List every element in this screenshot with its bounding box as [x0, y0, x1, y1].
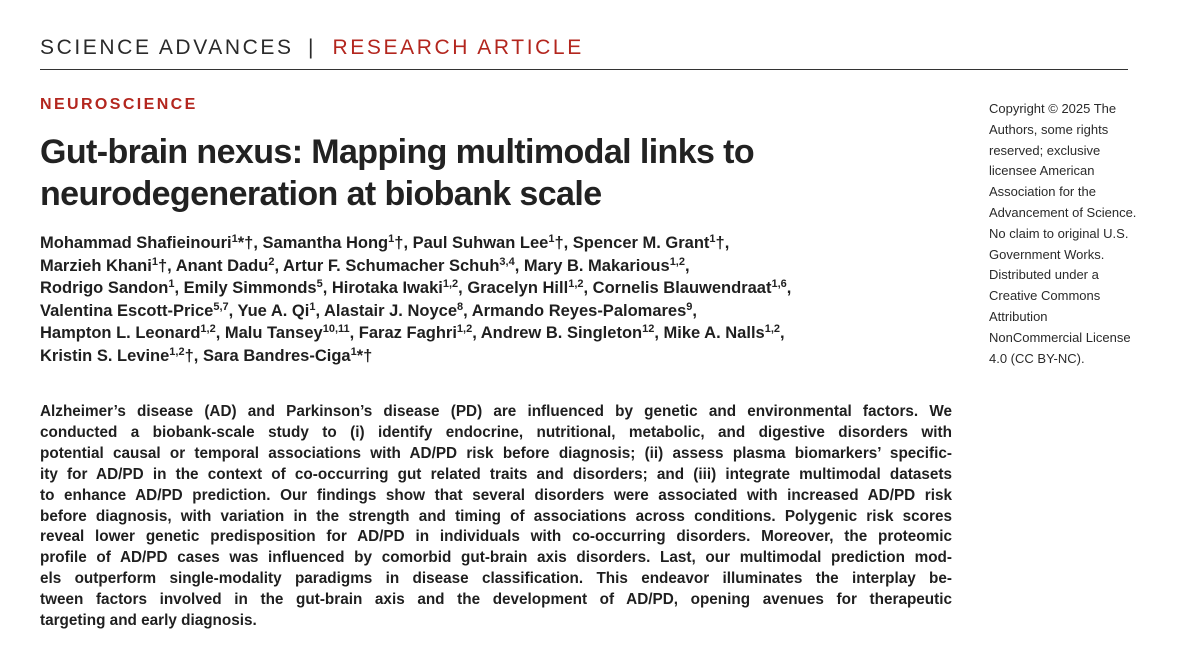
author[interactable]: Hirotaka Iwaki$^{1,2}$ [331, 278, 459, 297]
author[interactable]: Hampton L. Leonard$^{1,2}$ [40, 323, 216, 342]
author-line: Marzieh Khani$^1$†, Anant Dadu$^2$, Artur F. Schumacher Schuh$^{3,4}$, Mary B. Makarious$^{1,2}$, [40, 255, 690, 275]
author[interactable]: Samantha Hong$^1$† [262, 233, 404, 252]
author[interactable]: Yue A. Qi$^1$ [237, 300, 316, 320]
abstract-line: potential causal or temporal associations with AD/PD risk before diagnosis; (ii) assess plasma biomarkers’ specific- [40, 444, 952, 462]
abstract [40, 402, 952, 632]
abstract-line: before diagnosis, with variation in the strength and timing of associations across conditions. Polygenic risk scores [40, 507, 952, 525]
author-line: Kristin S. Levine$^{1,2}$†, Sara Bandres-Ciga$^1$*† [40, 345, 373, 365]
author[interactable]: Sara Bandres-Ciga$^1$*† [202, 345, 373, 365]
author[interactable]: Mohammad Shafieinouri$^1$*† [40, 233, 254, 252]
section-label: NEUROSCIENCE [40, 96, 198, 113]
author[interactable]: Andrew B. Singleton$^{12}$ [480, 323, 655, 342]
author[interactable]: Mary B. Makarious$^{1,2}$ [523, 255, 685, 275]
abstract-line: profile of AD/PD cases was influenced by comorbid gut-brain axis disorders. Last, our multimodal prediction mod- [40, 549, 952, 567]
author-list [40, 232, 950, 367]
author[interactable]: Cornelis Blauwendraat$^{1,6}$ [592, 278, 787, 297]
author[interactable]: Armando Reyes-Palomares$^9$ [471, 300, 693, 320]
author[interactable]: Valentina Escott-Price$^{5,7}$ [40, 300, 229, 320]
author[interactable]: Gracelyn Hill$^{1,2}$ [467, 278, 584, 297]
author[interactable]: Rodrigo Sandon$^1$ [40, 278, 175, 297]
author[interactable]: Malu Tansey$^{10,11}$ [224, 323, 350, 342]
abstract-line: ity for AD/PD in the context of co-occurring gut related traits and disorders; and (iii) integrate multimodal datasets [40, 465, 952, 483]
author-line: Hampton L. Leonard$^{1,2}$, Malu Tansey$^{10,11}$, Faraz Faghri$^{1,2}$, Andrew B. Singleton$^{12}$, Mike A. Nalls$^{1,2}$, [40, 323, 785, 342]
article-title: Gut-brain nexus: Mapping multimodal links to neurodegeneration at biobank scale [40, 133, 755, 213]
abstract-line: tween factors involved in the gut-brain axis and the development of AD/PD, opening avenues for therapeutic [40, 591, 952, 609]
author-line: Valentina Escott-Price$^{5,7}$, Yue A. Qi$^1$, Alastair J. Noyce$^8$, Armando Reyes-Palomares$^9$, [40, 300, 697, 320]
copyright-notice: Copyright © 2025 The Authors, some rights reserved; exclusive licensee American Association for the Advancement of Science. No claim to original U.S. Government Works. Distributed under a Creative Commons Attribution NonCommercial License 4.0 (CC BY-NC). [989, 101, 1137, 366]
author[interactable]: Anant Dadu$^2$ [175, 255, 275, 275]
journal-name: SCIENCE ADVANCES [40, 36, 294, 59]
abstract-line: targeting and early diagnosis. [40, 612, 257, 630]
header-rule [40, 69, 1128, 70]
abstract-line: reveal lower genetic predisposition for AD/PD in individuals with co-occurring disorders. Moreover, the proteomic [40, 528, 952, 546]
author[interactable]: Spencer M. Grant$^1$† [572, 233, 725, 252]
author[interactable]: Faraz Faghri$^{1,2}$ [358, 323, 473, 342]
header-separator: | [308, 36, 317, 59]
author[interactable]: Alastair J. Noyce$^8$ [324, 300, 464, 320]
author[interactable]: Marzieh Khani$^1$† [40, 255, 168, 275]
author-line: Mohammad Shafieinouri$^1$*†, Samantha Hong$^1$†, Paul Suhwan Lee$^1$†, Spencer M. Grant$^1$†, [40, 233, 730, 252]
author[interactable]: Kristin S. Levine$^{1,2}$† [40, 345, 194, 365]
abstract-line: els outperform single-modality paradigms in disease classification. This endeavor illuminates the interplay be- [40, 570, 952, 588]
article-type: RESEARCH ARTICLE [332, 36, 584, 59]
author[interactable]: Artur F. Schumacher Schuh$^{3,4}$ [283, 255, 515, 275]
abstract-line: conducted a biobank-scale study to (i) identify endocrine, nutritional, metabolic, and digestive disorders with [40, 423, 952, 441]
author[interactable]: Emily Simmonds$^5$ [183, 278, 323, 297]
journal-header [40, 36, 584, 60]
abstract-line: to enhance AD/PD prediction. Our findings show that several disorders were associated with increased AD/PD risk [40, 486, 952, 504]
author-line: Rodrigo Sandon$^1$, Emily Simmonds$^5$, Hirotaka Iwaki$^{1,2}$, Gracelyn Hill$^{1,2}$, Cornelis Blauwendraat$^{1,6}$, [40, 278, 792, 297]
abstract-line: Alzheimer’s disease (AD) and Parkinson’s disease (PD) are influenced by genetic and environmental factors. We [40, 403, 952, 420]
author[interactable]: Paul Suhwan Lee$^1$† [412, 233, 564, 252]
author[interactable]: Mike A. Nalls$^{1,2}$ [663, 323, 781, 342]
